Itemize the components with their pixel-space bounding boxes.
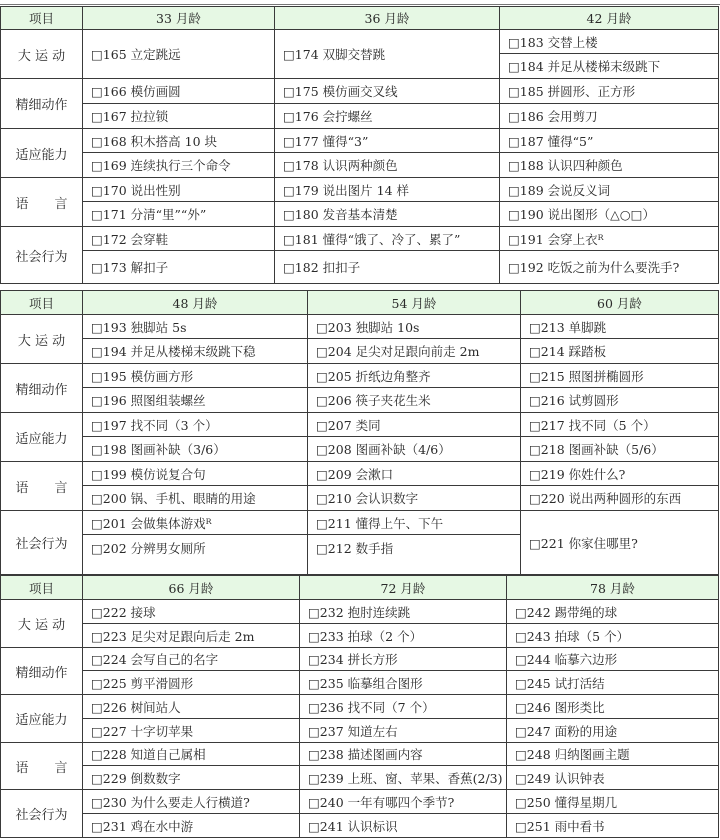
milestone-item[interactable]: □243 拍球（5 个） [507, 624, 719, 648]
milestone-item[interactable]: □238 描述图画内容 [300, 743, 507, 766]
header-row [1, 291, 719, 315]
milestone-item[interactable]: □195 模仿画方形 [83, 364, 308, 388]
milestone-item[interactable]: □248 归纳图画主题 [507, 743, 719, 766]
table-row [1, 413, 719, 437]
milestone-item[interactable]: □171 分清“里”“外” [83, 202, 275, 227]
table-row [1, 814, 719, 838]
milestone-item[interactable]: □229 倒数数字 [83, 766, 300, 790]
category-gross-motor: 大 运 动 [1, 315, 83, 364]
milestone-item[interactable]: □197 找不同（3 个） [83, 413, 308, 437]
header-age: 48 月龄 [83, 291, 308, 315]
top-border [0, 0, 720, 5]
milestone-item[interactable]: □231 鸡在水中游 [83, 814, 300, 838]
table-row [1, 178, 719, 202]
category-adaptive: 适应能力 [1, 413, 83, 462]
table-row [1, 30, 719, 54]
milestone-item[interactable]: □209 会漱口 [308, 462, 521, 486]
milestone-item[interactable]: □239 上班、窗、苹果、香蕉(2/3) [300, 766, 507, 790]
milestone-item[interactable]: □251 雨中看书 [507, 814, 719, 838]
table-row [1, 104, 719, 129]
milestone-item[interactable]: □216 试剪圆形 [521, 388, 719, 413]
milestone-item[interactable]: □232 抱肘连续跳 [300, 600, 507, 624]
milestone-item[interactable]: □244 临摹六边形 [507, 648, 719, 671]
milestone-item[interactable]: □214 踩踏板 [521, 339, 719, 364]
milestone-item[interactable]: □210 会认识数字 [308, 486, 521, 511]
milestone-item[interactable]: □235 临摹组合图形 [300, 671, 507, 695]
milestone-item[interactable]: □170 说出性别 [83, 178, 275, 202]
milestone-item[interactable]: □166 模仿画圆 [83, 79, 275, 104]
milestone-item[interactable]: □173 解扣子 [83, 251, 275, 284]
milestone-item[interactable]: □198 图画补缺（3/6） [83, 437, 308, 462]
milestone-item[interactable]: □249 认识钟表 [507, 766, 719, 790]
milestone-item[interactable]: □230 为什么要走人行横道? [83, 790, 300, 814]
header-row [1, 7, 719, 30]
milestone-item[interactable]: □221 你家住哪里? [521, 511, 719, 575]
table-row [1, 79, 719, 104]
milestone-item[interactable]: □191 会穿上衣ᴿ [500, 227, 719, 251]
table-row [1, 339, 719, 364]
milestone-item[interactable]: □250 懂得星期几 [507, 790, 719, 814]
table-row [1, 766, 719, 790]
category-adaptive: 适应能力 [1, 129, 83, 178]
table-row [1, 388, 719, 413]
milestone-item[interactable]: □165 立定跳远 [83, 30, 275, 79]
milestone-item[interactable]: □211 懂得上午、下午 [308, 511, 521, 535]
milestone-item[interactable]: □222 接球 [83, 600, 300, 624]
table-row [1, 511, 719, 535]
milestone-item[interactable]: □245 试打活结 [507, 671, 719, 695]
milestone-item[interactable]: □199 模仿说复合句 [83, 462, 308, 486]
header-item: 项目 [1, 291, 83, 315]
milestone-item[interactable]: □193 独脚站 5s [83, 315, 308, 339]
category-language: 语 言 [1, 743, 83, 790]
milestone-item[interactable]: □242 踢带绳的球 [507, 600, 719, 624]
milestone-item[interactable]: □181 懂得“饿了、冷了、累了” [275, 227, 500, 251]
category-social: 社会行为 [1, 790, 83, 838]
milestone-item[interactable]: □223 足尖对足跟向后走 2m [83, 624, 300, 648]
table-row [1, 624, 719, 648]
header-age: 54 月龄 [308, 291, 521, 315]
milestone-item[interactable]: □167 拉拉锁 [83, 104, 275, 129]
table-row [1, 695, 719, 719]
table-row [1, 600, 719, 624]
header-age: 72 月龄 [300, 576, 507, 600]
milestone-item[interactable]: □168 积木搭高 10 块 [83, 129, 275, 153]
milestone-item[interactable]: □194 并足从楼梯末级跳下稳 [83, 339, 308, 364]
milestone-item[interactable]: □226 树间站人 [83, 695, 300, 719]
category-adaptive: 适应能力 [1, 695, 83, 743]
category-social: 社会行为 [1, 227, 83, 284]
milestone-item[interactable]: □224 会写自己的名字 [83, 648, 300, 671]
milestone-item[interactable]: □207 类同 [308, 413, 521, 437]
milestone-item[interactable]: □233 拍球（2 个） [300, 624, 507, 648]
milestone-item[interactable]: □188 认识四种颜色 [500, 153, 719, 178]
category-gross-motor: 大 运 动 [1, 30, 83, 79]
table-row [1, 153, 719, 178]
category-fine-motor: 精细动作 [1, 648, 83, 695]
header-row [1, 576, 719, 600]
milestone-item[interactable]: □189 会说反义词 [500, 178, 719, 202]
table-row [1, 315, 719, 339]
milestone-item[interactable]: □219 你姓什么? [521, 462, 719, 486]
milestone-item[interactable]: □174 双脚交替跳 [275, 30, 500, 79]
milestone-item[interactable]: □186 会用剪刀 [500, 104, 719, 129]
milestone-item[interactable]: □175 模仿画交叉线 [275, 79, 500, 104]
milestone-item[interactable]: □228 知道自己属相 [83, 743, 300, 766]
category-fine-motor: 精细动作 [1, 364, 83, 413]
table-row [1, 671, 719, 695]
milestone-item[interactable]: □215 照图拼椭圆形 [521, 364, 719, 388]
header-age: 78 月龄 [507, 576, 719, 600]
table-row [1, 462, 719, 486]
milestone-item[interactable]: □169 连续执行三个命令 [83, 153, 275, 178]
table-section-66-78 [0, 575, 718, 838]
milestone-item[interactable]: □225 剪平滑圆形 [83, 671, 300, 695]
header-age: 66 月龄 [83, 576, 300, 600]
milestone-item[interactable]: □196 照图组装螺丝 [83, 388, 308, 413]
milestone-item[interactable]: □172 会穿鞋 [83, 227, 275, 251]
category-gross-motor: 大 运 动 [1, 600, 83, 648]
milestone-item[interactable]: □218 图画补缺（5/6） [521, 437, 719, 462]
header-age: 33 月龄 [83, 7, 275, 30]
table-section-48-60 [0, 290, 718, 575]
milestone-item[interactable]: □176 会拧螺丝 [275, 104, 500, 129]
table-row [1, 364, 719, 388]
milestone-item[interactable]: □213 单脚跳 [521, 315, 719, 339]
milestone-item[interactable]: □205 折纸边角整齐 [308, 364, 521, 388]
milestone-item[interactable]: □204 足尖对足跟向前走 2m [308, 339, 521, 364]
header-age: 60 月龄 [521, 291, 719, 315]
category-fine-motor: 精细动作 [1, 79, 83, 129]
table-row [1, 251, 719, 284]
milestone-item[interactable]: □184 并足从楼梯末级跳下 [500, 54, 719, 79]
milestone-table [0, 575, 719, 838]
table-row [1, 437, 719, 462]
milestone-item[interactable]: □183 交替上楼 [500, 30, 719, 54]
milestone-item[interactable]: □192 吃饭之前为什么要洗手? [500, 251, 719, 284]
table-section-33-42 [0, 6, 718, 284]
category-social: 社会行为 [1, 511, 83, 575]
table-row [1, 790, 719, 814]
milestone-table [0, 6, 719, 284]
table-row [1, 719, 719, 743]
milestone-item[interactable]: □190 说出图形（△○□） [500, 202, 719, 227]
milestone-item[interactable]: □201 会做集体游戏ᴿ [83, 511, 308, 535]
header-age: 42 月龄 [500, 7, 719, 30]
milestone-item[interactable]: □246 图形类比 [507, 695, 719, 719]
milestone-item[interactable]: □234 拼长方形 [300, 648, 507, 671]
table-row [1, 227, 719, 251]
milestone-item[interactable]: □177 懂得“3” [275, 129, 500, 153]
table-row [1, 743, 719, 766]
table-row [1, 648, 719, 671]
table-row [1, 486, 719, 511]
milestone-item[interactable]: □237 知道左右 [300, 719, 507, 743]
table-row [1, 202, 719, 227]
milestone-item[interactable]: □185 拼圆形、正方形 [500, 79, 719, 104]
milestone-item[interactable]: □220 说出两种圆形的东西 [521, 486, 719, 511]
header-item: 项目 [1, 7, 83, 30]
milestone-item[interactable]: □212 数手指 [308, 535, 521, 575]
milestone-item[interactable]: □179 说出图片 14 样 [275, 178, 500, 202]
header-age: 36 月龄 [275, 7, 500, 30]
header-item: 项目 [1, 576, 83, 600]
milestone-table [0, 290, 719, 575]
milestone-item[interactable]: □200 锅、手机、眼睛的用途 [83, 486, 308, 511]
milestone-item[interactable]: □178 认识两种颜色 [275, 153, 500, 178]
category-language: 语 言 [1, 462, 83, 511]
milestone-item[interactable]: □206 筷子夹花生米 [308, 388, 521, 413]
table-row [1, 129, 719, 153]
milestone-item[interactable]: □240 一年有哪四个季节? [300, 790, 507, 814]
milestone-item[interactable]: □187 懂得“5” [500, 129, 719, 153]
milestone-item[interactable]: □208 图画补缺（4/6） [308, 437, 521, 462]
milestone-item[interactable]: □182 扣扣子 [275, 251, 500, 284]
milestone-item[interactable]: □227 十字切苹果 [83, 719, 300, 743]
category-language: 语 言 [1, 178, 83, 227]
milestone-item[interactable]: □203 独脚站 10s [308, 315, 521, 339]
milestone-item[interactable]: □247 面粉的用途 [507, 719, 719, 743]
milestone-item[interactable]: □202 分辨男女厕所 [83, 535, 308, 575]
milestone-item[interactable]: □236 找不同（7 个） [300, 695, 507, 719]
milestone-item[interactable]: □180 发音基本清楚 [275, 202, 500, 227]
milestone-item[interactable]: □241 认识标识 [300, 814, 507, 838]
milestone-item[interactable]: □217 找不同（5 个） [521, 413, 719, 437]
